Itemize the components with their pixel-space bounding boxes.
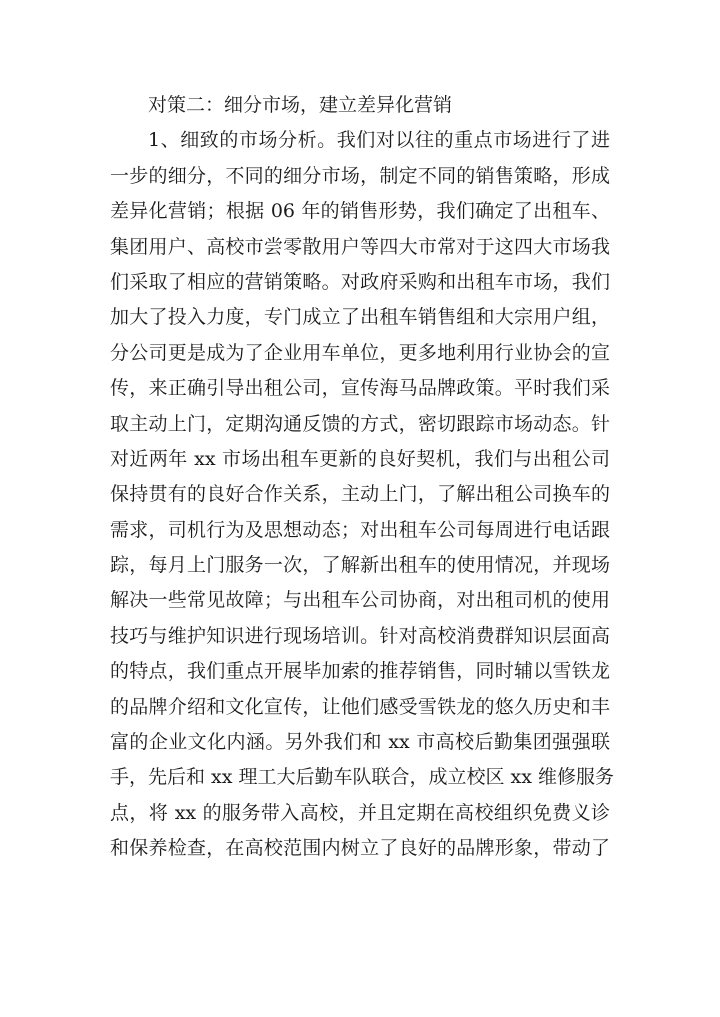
paragraph-line: 的特点，我们重点开展毕加索的推荐销售，同时辅以雪铁龙 xyxy=(110,660,610,683)
paragraph-line: 点，将 xx 的服务带入高校，并且定期在高校组织免费义诊 xyxy=(110,801,610,824)
paragraph-line: 技巧与维护知识进行现场培训。针对高校消费群知识层面高 xyxy=(110,624,610,647)
paragraph-line: 保持贯有的良好合作关系，主动上门，了解出租公司换车的 xyxy=(110,483,610,506)
paragraph-line: 1、细致的市场分析。我们对以往的重点市场进行了进 xyxy=(148,129,610,152)
paragraph-line: 差异化营销；根据 06 年的销售形势，我们确定了出租车、 xyxy=(110,200,610,223)
paragraph-line: 加大了投入力度，专门成立了出租车销售组和大宗用户组， xyxy=(110,306,610,329)
paragraph-line: 对近两年 xx 市场出租车更新的良好契机，我们与出租公司 xyxy=(110,447,610,470)
section-heading: 对策二：细分市场，建立差异化营销 xyxy=(148,94,453,116)
paragraph-line: 需求，司机行为及思想动态；对出租车公司每周进行电话跟 xyxy=(110,518,610,541)
paragraph-line: 踪，每月上门服务一次，了解新出租车的使用情况，并现场 xyxy=(110,554,610,577)
paragraph-line: 们采取了相应的营销策略。对政府采购和出租车市场，我们 xyxy=(110,270,610,293)
paragraph-line: 集团用户、高校市尝零散用户等四大市常对于这四大市场我 xyxy=(110,235,610,258)
paragraph-line: 一步的细分，不同的细分市场，制定不同的销售策略，形成 xyxy=(110,164,610,187)
paragraph-line: 解决一些常见故障；与出租车公司协商，对出租司机的使用 xyxy=(110,589,610,612)
paragraph-line: 分公司更是成为了企业用车单位，更多地利用行业协会的宣 xyxy=(110,341,610,364)
document-body xyxy=(110,88,615,867)
paragraph-line: 和保养检查，在高校范围内树立了良好的品牌形象，带动了 xyxy=(110,837,610,860)
paragraph-line: 手，先后和 xx 理工大后勤车队联合，成立校区 xx 维修服务 xyxy=(110,766,615,789)
paragraph-line: 的品牌介绍和文化宣传，让他们感受雪铁龙的悠久历史和丰 xyxy=(110,695,610,718)
paragraph-line: 取主动上门，定期沟通反馈的方式，密切跟踪市场动态。针 xyxy=(110,412,610,435)
paragraph-line: 传，来正确引导出租公司，宣传海马品牌政策。平时我们采 xyxy=(110,377,610,400)
paragraph-line: 富的企业文化内涵。另外我们和 xx 市高校后勤集团强强联 xyxy=(110,731,610,754)
